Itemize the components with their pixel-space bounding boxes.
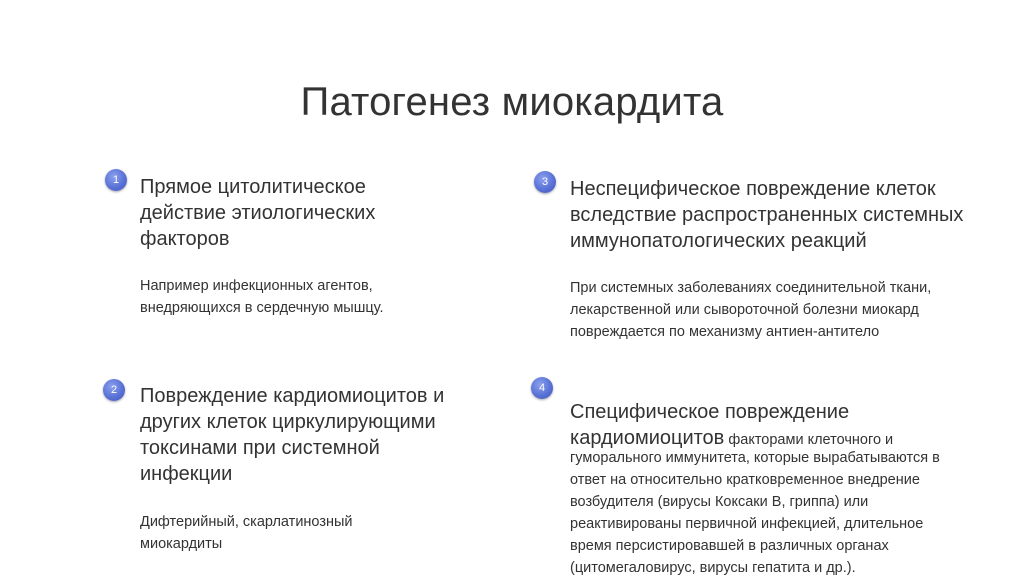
item-4-detail-line: (цитомегаловирус, вирусы гепатита и др.). <box>570 560 856 576</box>
item-2-heading <box>140 383 444 487</box>
item-4-heading <box>570 399 1010 453</box>
item-2-heading-line: токсинами при системной <box>140 437 380 459</box>
item-3-heading-line: иммунопатологических реакций <box>570 230 867 252</box>
item-3-detail-line: лекарственной или сывороточной болезни миокард <box>570 302 919 318</box>
item-1-detail <box>140 275 383 319</box>
item-4-heading-line: Специфическое повреждение <box>570 401 850 423</box>
item-3-number-badge: 3 <box>534 171 556 193</box>
item-1-heading-line: действие этиологических <box>140 202 376 224</box>
item-1-heading <box>140 174 375 252</box>
item-3-detail-line: При системных заболеваниях соединительной ткани, <box>570 280 932 296</box>
item-2-heading-line: Повреждение кардиомиоцитов и <box>140 385 445 407</box>
item-3-detail <box>570 277 931 343</box>
item-1-heading-line: факторов <box>140 228 230 250</box>
item-3-heading-line: Неспецифическое повреждение клеток <box>570 178 936 200</box>
item-4-detail-line: время персистировавшей в различных органах <box>570 538 889 554</box>
item-4-detail-line: гуморального иммунитета, которые вырабатываются в <box>570 450 940 466</box>
item-4-number-badge: 4 <box>531 377 553 399</box>
item-2-detail <box>140 511 353 555</box>
item-3-heading-line: вследствие распространенных системных <box>570 204 964 226</box>
item-4-detail <box>570 447 940 579</box>
item-4-detail-line: реактивированы первичной инфекцией, длительное <box>570 516 924 532</box>
item-4-detail-line: возбудителя (вирусы Коксаки В, гриппа) или <box>570 494 869 510</box>
item-2-heading-line: других клеток циркулирующими <box>140 411 436 433</box>
item-1-detail-line: Например инфекционных агентов, <box>140 278 373 294</box>
item-2-detail-line: Дифтерийный, скарлатинозный <box>140 514 353 530</box>
item-3-heading <box>570 176 963 254</box>
item-4-heading-emphasis: кардиомиоцитов <box>570 427 725 449</box>
item-4-detail-line: ответ на относительно кратковременное внедрение <box>570 472 920 488</box>
item-2-detail-line: миокардиты <box>140 536 223 552</box>
item-4-heading-continuation: факторами клеточного и <box>724 432 894 448</box>
item-2-number-badge: 2 <box>103 379 125 401</box>
item-2-heading-line: инфекции <box>140 463 233 485</box>
item-1-number-badge: 1 <box>105 169 127 191</box>
item-1-detail-line: внедряющихся в сердечную мышцу. <box>140 300 384 316</box>
item-3-detail-line: повреждается по механизму антиен-антитело <box>570 324 880 340</box>
slide-title: Патогенез миокардита <box>300 80 724 124</box>
item-1-heading-line: Прямое цитолитическое <box>140 176 366 198</box>
